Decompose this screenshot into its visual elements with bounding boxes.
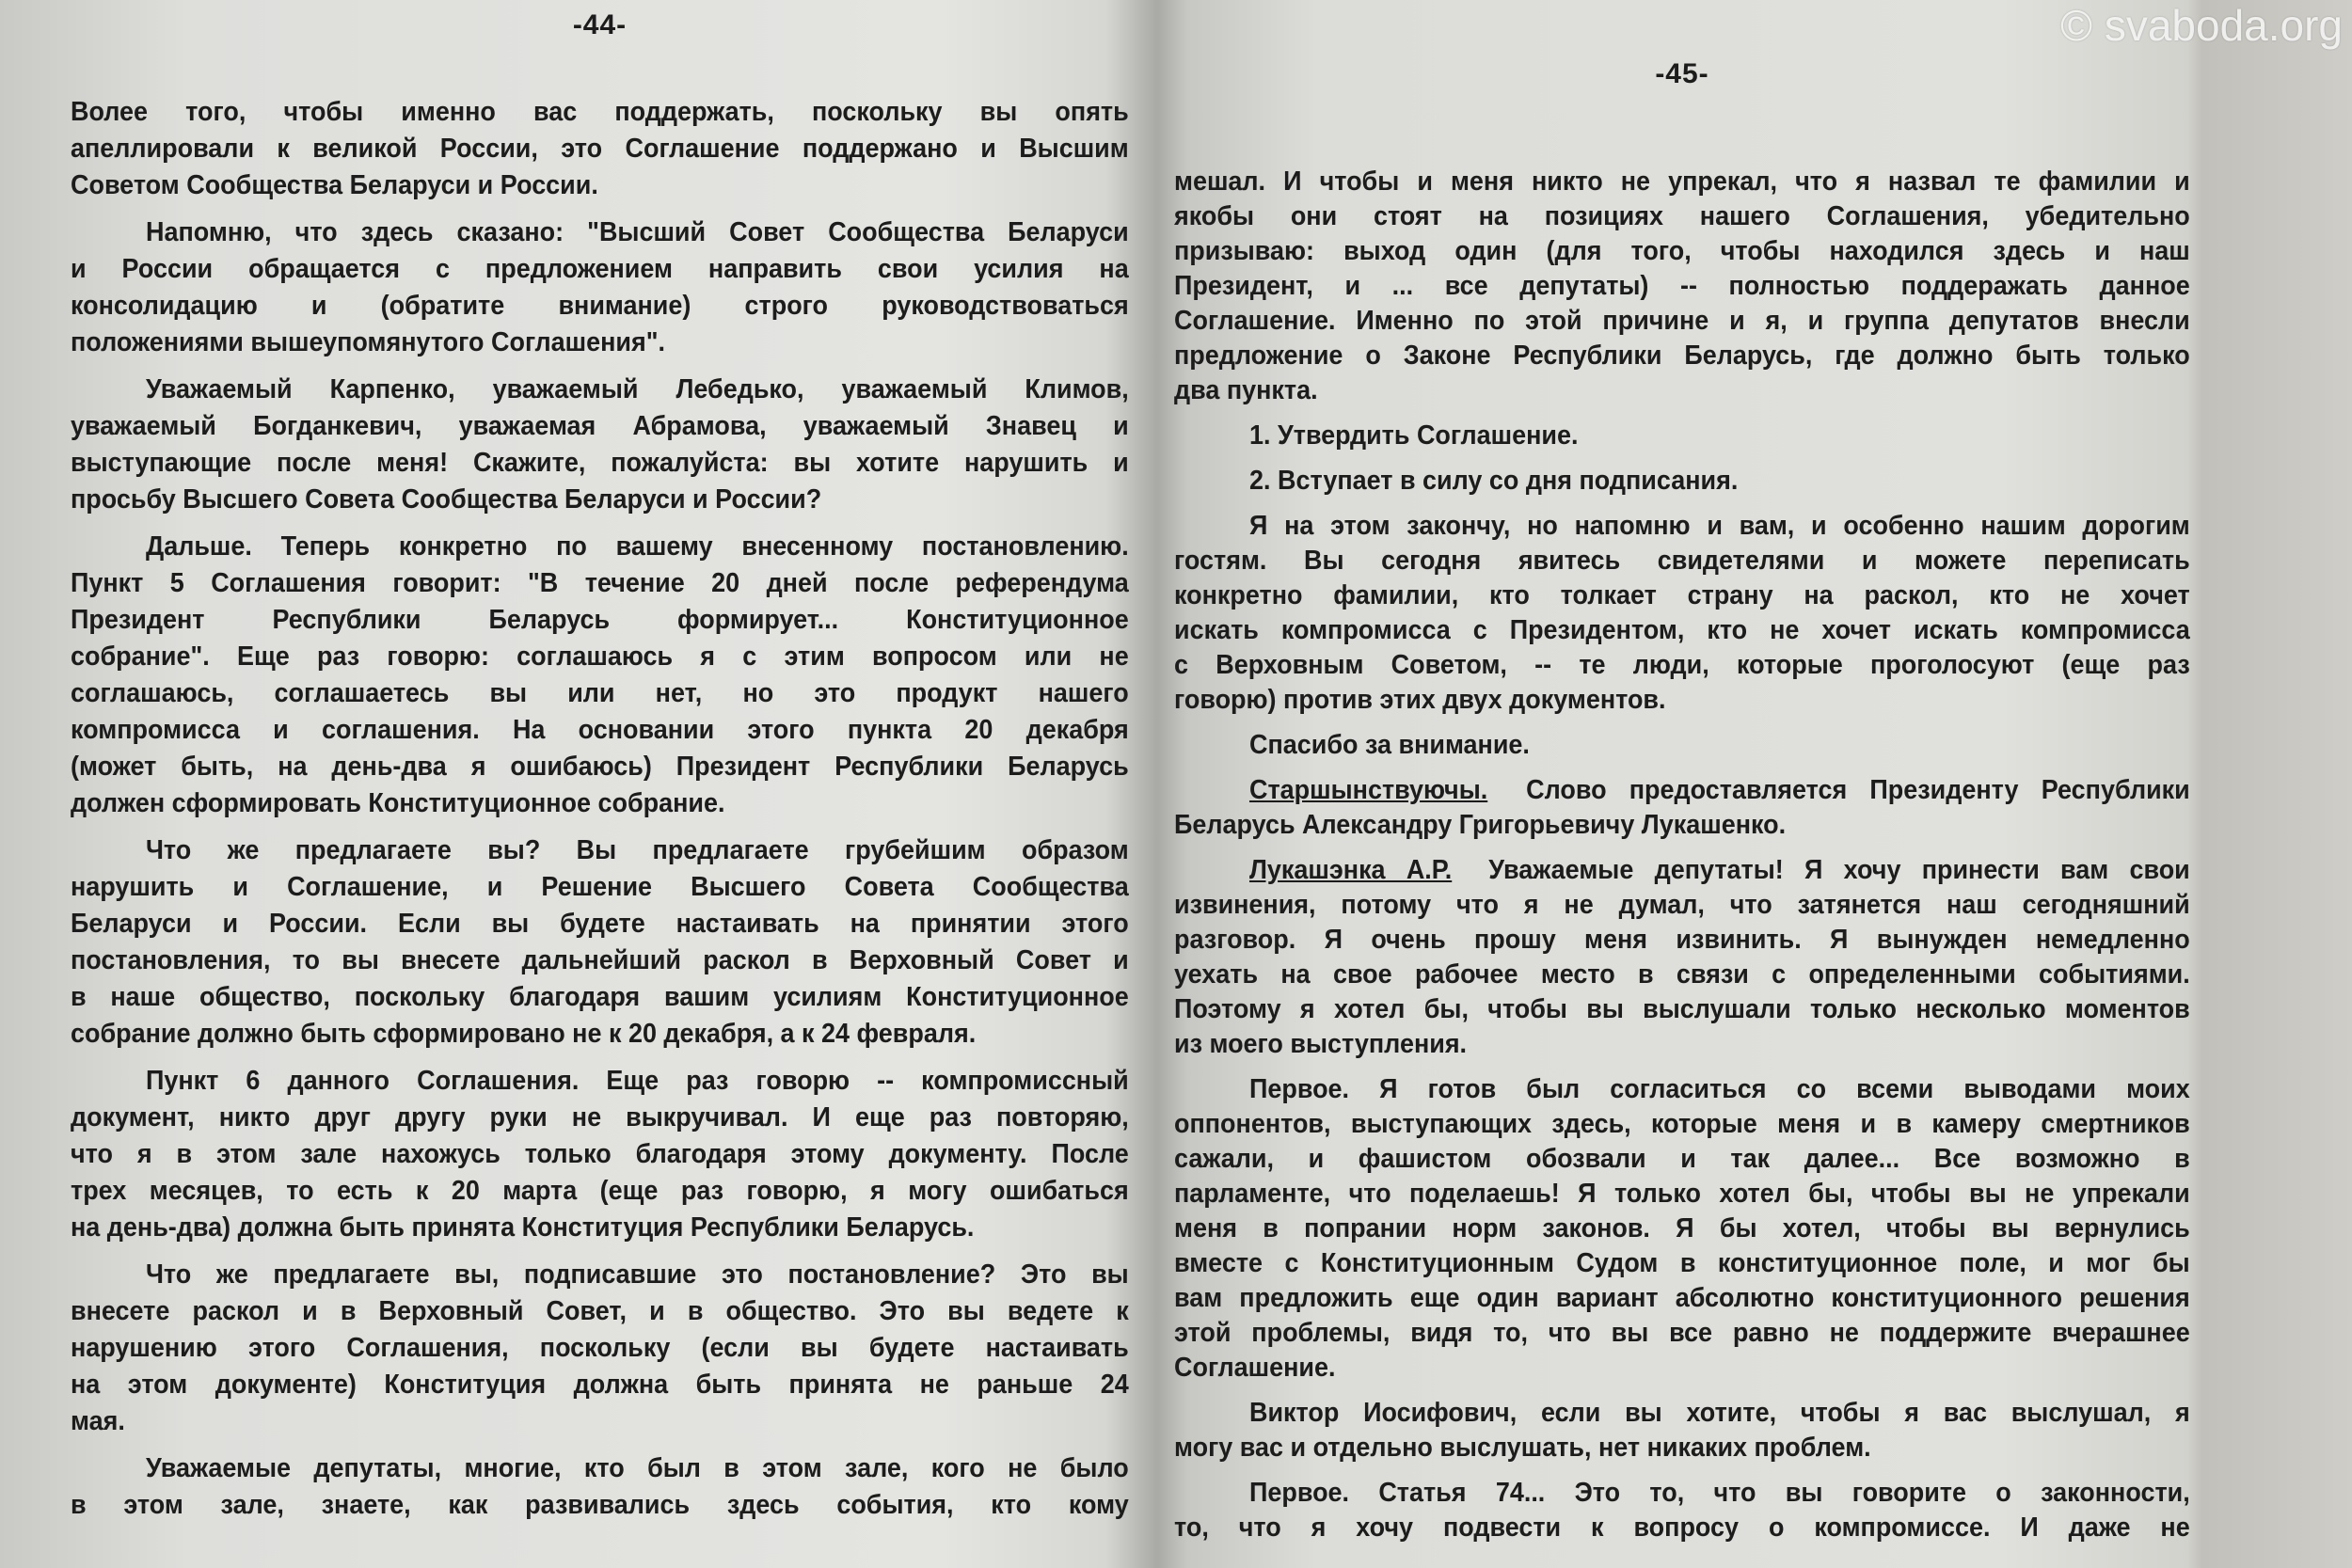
line-text: постановления, то вы внесете дальнейший раскол в Верховный Совет и [71,945,1129,975]
speaker-name: Старшынствуючы. [1248,775,1488,805]
text-line [1174,1107,2190,1142]
watermark: © svaboda.org [2060,1,2343,50]
line-text: Первое. Я готов был согласиться со всеми выводами моих [1248,1074,2190,1104]
text-line [71,214,1129,251]
text-line [71,785,1129,822]
line-text: меня в попрании норм законов. Я бы хотел, чтобы вы вернулись [1174,1213,2190,1243]
text-line [1174,683,2190,718]
text-line [1174,509,2190,544]
line-text: что я в этом зале нахожусь только благодаря этому документу. После [71,1139,1129,1169]
line-text: компромисса и соглашения. На основании этого пункта 20 декабря [71,715,1129,745]
page-body [1174,165,2190,1556]
paragraph [1174,1072,2190,1386]
text-line [1174,269,2190,304]
paragraph [1174,773,2190,843]
paragraph [71,94,1129,204]
paragraph [71,372,1129,518]
text-line [71,942,1129,979]
paragraph [1174,1476,2190,1545]
text-line [71,372,1129,408]
line-text: уехать на свое рабочее место в связи с определенными событиями. [1174,959,2190,990]
text-line [1174,1316,2190,1351]
page-number: -44- [572,9,628,40]
line-text: Уважаемые депутаты! Я хочу принести вам свои [1488,855,2190,885]
text-line [71,408,1129,445]
text-line [71,1100,1129,1136]
text-line [1174,199,2190,234]
line-text: вам предложить еще один вариант абсолютно конституционного решения [1174,1283,2190,1313]
text-line [1174,773,2190,808]
line-text: Напомню, что здесь сказано: "Высший Совет Сообщества Беларуси [145,217,1129,247]
paragraph [1174,464,2190,499]
text-line [71,251,1129,288]
text-line [71,167,1129,204]
paragraph [1174,853,2190,1062]
text-line [71,1330,1129,1367]
text-line [71,482,1129,518]
text-line [71,1016,1129,1053]
text-line [71,639,1129,675]
line-text: два пункта. [1174,375,1318,405]
text-line [1174,992,2190,1027]
line-text: и России обращается с предложением направить свои усилия на [71,254,1129,284]
line-text: собрание". Еще раз говорю: соглашаюсь я с этим вопросом или не [71,641,1129,672]
paragraph [71,1450,1129,1524]
paragraph [71,1257,1129,1440]
line-text: оппонентов, выступающих здесь, которые меня и в камеру смертников [1174,1109,2190,1139]
text-line [1174,888,2190,923]
text-line [1174,1396,2190,1431]
text-line [1174,648,2190,683]
line-text: Соглашение. [1174,1353,1336,1383]
line-text: Пункт 5 Соглашения говорит: "В течение 20 дней после референдума [71,568,1129,598]
text-line [1174,578,2190,613]
text-line [71,288,1129,325]
line-text: Спасибо за внимание. [1248,730,1530,760]
line-text: (может быть, на день-два я ошибаюсь) Президент Республики Беларусь [71,752,1129,782]
page-left [71,0,1129,1568]
line-text: Уважаемые депутаты, многие, кто был в этом зале, кого не было [145,1453,1129,1483]
line-text: Что же предлагаете вы? Вы предлагаете грубейшим образом [145,835,1129,865]
text-line [1174,1027,2190,1062]
line-text: якобы они стоят на позициях нашего Соглашения, убедительно [1174,201,2190,231]
line-text: говорю) против этих двух документов. [1174,685,1666,715]
line-text: в этом зале, знаете, как развивались здесь события, кто кому [71,1490,1129,1520]
line-text: на этом документе) Конституция должна быть принята не раньше 24 [71,1370,1129,1400]
paragraph [71,832,1129,1053]
line-text: собрание должно быть сформировано не к 20 декабря, а к 24 февраля. [71,1019,977,1049]
line-text: этой проблемы, видя то, что вы все равно не поддержите вчерашнее [1174,1318,2190,1348]
text-line [71,712,1129,749]
line-text: Дальше. Теперь конкретно по вашему внесенному постановлению. [145,531,1129,562]
line-text: в наше общество, поскольку благодаря вашим усилиям Конституционное [71,982,1129,1012]
line-text: Президент, и ... все депутаты) -- полностью поддеражать данное [1174,271,2190,301]
text-line [71,529,1129,565]
text-line [1174,373,2190,408]
paragraph [1174,165,2190,408]
text-line [1174,419,2190,453]
line-text: призываю: выход один (для того, чтобы находился здесь и наш [1174,236,2190,266]
text-line [1174,853,2190,888]
speaker-name: Лукашэнка А.Р. [1248,855,1453,885]
line-text: Советом Сообщества Беларуси и России. [71,170,598,200]
text-line [71,906,1129,942]
text-line [1174,1476,2190,1511]
line-text: Первое. Статья 74... Это то, что вы говорите о законности, [1248,1478,2190,1508]
line-text: парламенте, что поделаешь! Я только хотел бы, чтобы вы не упрекали [1174,1179,2190,1209]
text-line [71,1210,1129,1246]
line-text: Уважаемый Карпенко, уважаемый Лебедько, уважаемый Климов, [145,374,1129,404]
line-text: из моего выступления. [1174,1029,1468,1059]
text-line [1174,165,2190,199]
text-line [71,1257,1129,1293]
paragraph [71,214,1129,361]
text-line [71,749,1129,785]
line-text: то, что я хочу подвести к вопросу о компромиссе. И даже не [1174,1513,2190,1543]
line-text: внесете раскол и в Верховный Совет, и в общество. Это вы ведете к [71,1296,1129,1326]
text-line [1174,1212,2190,1246]
text-line [71,675,1129,712]
text-line [1174,1431,2190,1465]
text-line [1174,304,2190,339]
paragraph [1174,1396,2190,1465]
line-text: 1. Утвердить Соглашение. [1248,420,1579,451]
paragraph [1174,419,2190,453]
text-line [1174,1072,2190,1107]
line-text: гостям. Вы сегодня явитесь свидетелями и можете переписать [1174,546,2190,576]
paragraph [1174,509,2190,718]
text-line [1174,1177,2190,1212]
line-text: Слово предоставляется Президенту Республики [1526,775,2190,805]
line-text: документ, никто друг другу руки не выкручивал. И еще раз повторяю, [71,1102,1129,1132]
text-line [1174,1281,2190,1316]
text-line [71,131,1129,167]
line-text: Беларуси и России. Если вы будете настаивать на принятии этого [71,909,1129,939]
text-line [71,832,1129,869]
line-text: с Верховным Советом, -- те люди, которые проголосуют (еще раз [1174,650,2190,680]
line-text: Соглашение. Именно по этой причине и я, и группа депутатов внесли [1174,306,2190,336]
text-line [1174,728,2190,763]
line-text: должен сформировать Конституционное собрание. [71,788,725,818]
text-line [1174,613,2190,648]
text-line [71,869,1129,906]
text-line [1174,464,2190,499]
text-line [71,1136,1129,1173]
text-line [71,1063,1129,1100]
line-text: мешал. И чтобы и меня никто не упрекал, что я назвал те фамилии и [1174,166,2190,197]
text-line [71,979,1129,1016]
line-text: Виктор Иосифович, если вы хотите, чтобы я вас выслушал, я [1248,1398,2190,1428]
line-text: на день-два) должна быть принята Конституция Республики Беларусь. [71,1212,975,1243]
text-line [1174,339,2190,373]
text-line [71,1487,1129,1524]
line-text: конкретно фамилии, кто толкает страну на раскол, кто не хочет [1174,580,2190,610]
line-text: извинения, потому что я не думал, что затянется наш сегодняшний [1174,890,2190,920]
text-line [1174,1351,2190,1386]
text-line [71,565,1129,602]
line-text: Волее того, чтобы именно вас поддержать, поскольку вы опять [71,97,1129,127]
line-text: могу вас и отдельно выслушать, нет никаких проблем. [1174,1433,1871,1463]
line-text: Я на этом закончу, но напомню и вам, и особенно нашим дорогим [1248,511,2190,541]
line-text: трех месяцев, то есть к 20 марта (еще раз говорю, я могу ошибаться [71,1176,1129,1206]
text-line [1174,544,2190,578]
line-text: апеллировали к великой России, это Соглашение поддержано и Высшим [71,134,1129,164]
line-text: 2. Вступает в силу со дня подписания. [1248,466,1739,496]
paragraph [71,529,1129,822]
line-text: сажали, и фашистом обозвали и так далее... Все возможно в [1174,1144,2190,1174]
text-line [1174,1246,2190,1281]
text-line [1174,923,2190,958]
line-text: Что же предлагаете вы, подписавшие это постановление? Это вы [145,1259,1129,1290]
text-line [71,1293,1129,1330]
paragraph [1174,728,2190,763]
line-text: нарушению этого Соглашения, поскольку (если вы будете настаивать [71,1333,1129,1363]
text-line [1174,958,2190,992]
line-text: предложение о Законе Республики Беларусь, где должно быть только [1174,341,2190,371]
line-text: соглашаюсь, соглашаетесь вы или нет, но это продукт нашего [71,678,1129,708]
page-number: -45- [1655,58,1709,89]
text-line [71,1450,1129,1487]
line-text: мая. [71,1406,125,1436]
text-line [71,1173,1129,1210]
page-body [71,94,1129,1534]
line-text: консолидацию и (обратите внимание) строго руководствоваться [71,291,1129,321]
line-text: Пункт 6 данного Соглашения. Еще раз говорю -- компромиссный [145,1066,1129,1096]
line-text: Президент Республики Беларусь формирует... Конституционное [71,605,1129,635]
page-right [1174,0,2190,1568]
text-line [1174,808,2190,843]
text-line [71,445,1129,482]
paragraph [71,1063,1129,1246]
line-text: разговор. Я очень прошу меня извинить. Я вынужден немедленно [1174,925,2190,955]
line-text: положениями вышеупомянутого Соглашения". [71,327,666,357]
text-line [71,1403,1129,1440]
text-line [1174,234,2190,269]
line-text: выступающие после меня! Скажите, пожалуйста: вы хотите нарушить и [71,448,1129,478]
line-text: искать компромисса с Президентом, кто не хочет искать компромисса [1174,615,2190,645]
text-line [71,1367,1129,1403]
text-line [71,94,1129,131]
line-text: уважаемый Богданкевич, уважаемая Абрамова, уважаемый Знавец и [71,411,1129,441]
line-text: нарушить и Соглашение, и Решение Высшего Совета Сообщества [71,872,1129,902]
text-line [71,602,1129,639]
text-line [1174,1142,2190,1177]
line-text: просьбу Высшего Совета Сообщества Беларуси и России? [71,484,822,515]
text-line [71,325,1129,361]
line-text: вместе с Конституционным Судом в конституционное поле, и мог бы [1174,1248,2190,1278]
line-text: Беларусь Александру Григорьевичу Лукашенко. [1174,810,1787,840]
text-line [1174,1511,2190,1545]
line-text: Поэтому я хотел бы, чтобы вы выслушали только несколько моментов [1174,994,2190,1024]
